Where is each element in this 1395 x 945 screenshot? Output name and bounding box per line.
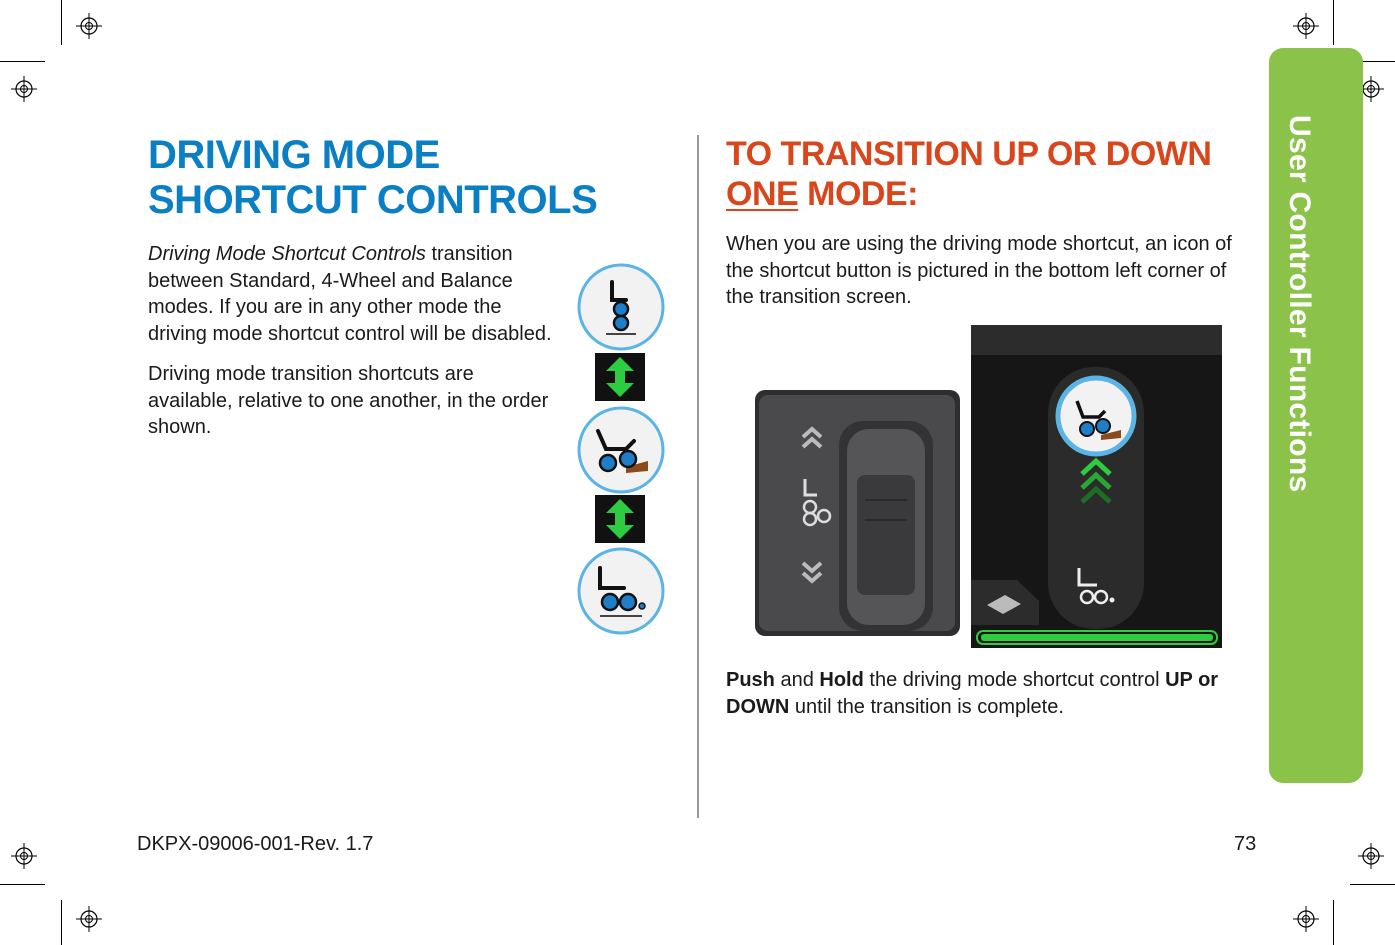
left-body [148,241,558,455]
page-number: 73 [1234,833,1257,855]
order-paragraph: Driving mode transition shortcuts are available, relative to one another, in the order shown. [148,363,549,438]
four-wheel-mode-icon [576,405,666,495]
up-down-arrow-icon [595,353,645,401]
heading-part-1: TO TRANSITION UP OR DOWN [726,135,1212,173]
intro-paragraph [148,241,558,347]
heading-underlined: ONE [726,175,799,213]
section-heading [726,134,1246,214]
instruction-and: and [774,669,820,691]
column-divider [697,135,699,818]
shortcut-control-module [755,390,960,636]
push-emphasis: Push [726,669,775,691]
controller-screen-illustration [755,325,1222,648]
instruction-end: until the transition is complete. [789,695,1064,718]
standard-mode-icon [576,546,666,636]
intro-text: transition between Standard, 4-Wheel and Balance modes. If you are in any other mode the driving mode shortcut control will be disabled. [148,243,552,345]
balance-mode-icon [576,262,666,352]
registration-mark-icon [1293,13,1319,39]
registration-mark-icon [76,906,102,932]
hold-emphasis: Hold [819,669,864,691]
section-tab-label: User Controller Functions [1283,115,1316,493]
page-title [148,133,648,223]
up-down-arrow-icon [595,495,645,543]
instruction-middle: the driving mode shortcut control [863,669,1166,691]
heading-part-2: MODE: [798,175,918,213]
registration-mark-icon [1358,843,1384,869]
registration-mark-icon [11,843,37,869]
instruction-paragraph [726,667,1266,720]
document-id: DKPX-09006-001-Rev. 1.7 [137,833,374,855]
registration-mark-icon [1293,906,1319,932]
title-line-2: SHORTCUT CONTROLS [148,178,598,222]
right-intro-paragraph: When you are using the driving mode shortcut, an icon of the shortcut button is pictured in the bottom left corner of the transition screen. [726,233,1232,308]
transition-screen [971,325,1222,648]
registration-mark-icon [11,76,37,102]
updown-emphasis: UP or DOWN [726,669,1219,718]
registration-mark-icon [76,13,102,39]
intro-italic: Driving Mode Shortcut Controls [148,243,426,265]
title-line-1: DRIVING MODE [148,133,440,177]
